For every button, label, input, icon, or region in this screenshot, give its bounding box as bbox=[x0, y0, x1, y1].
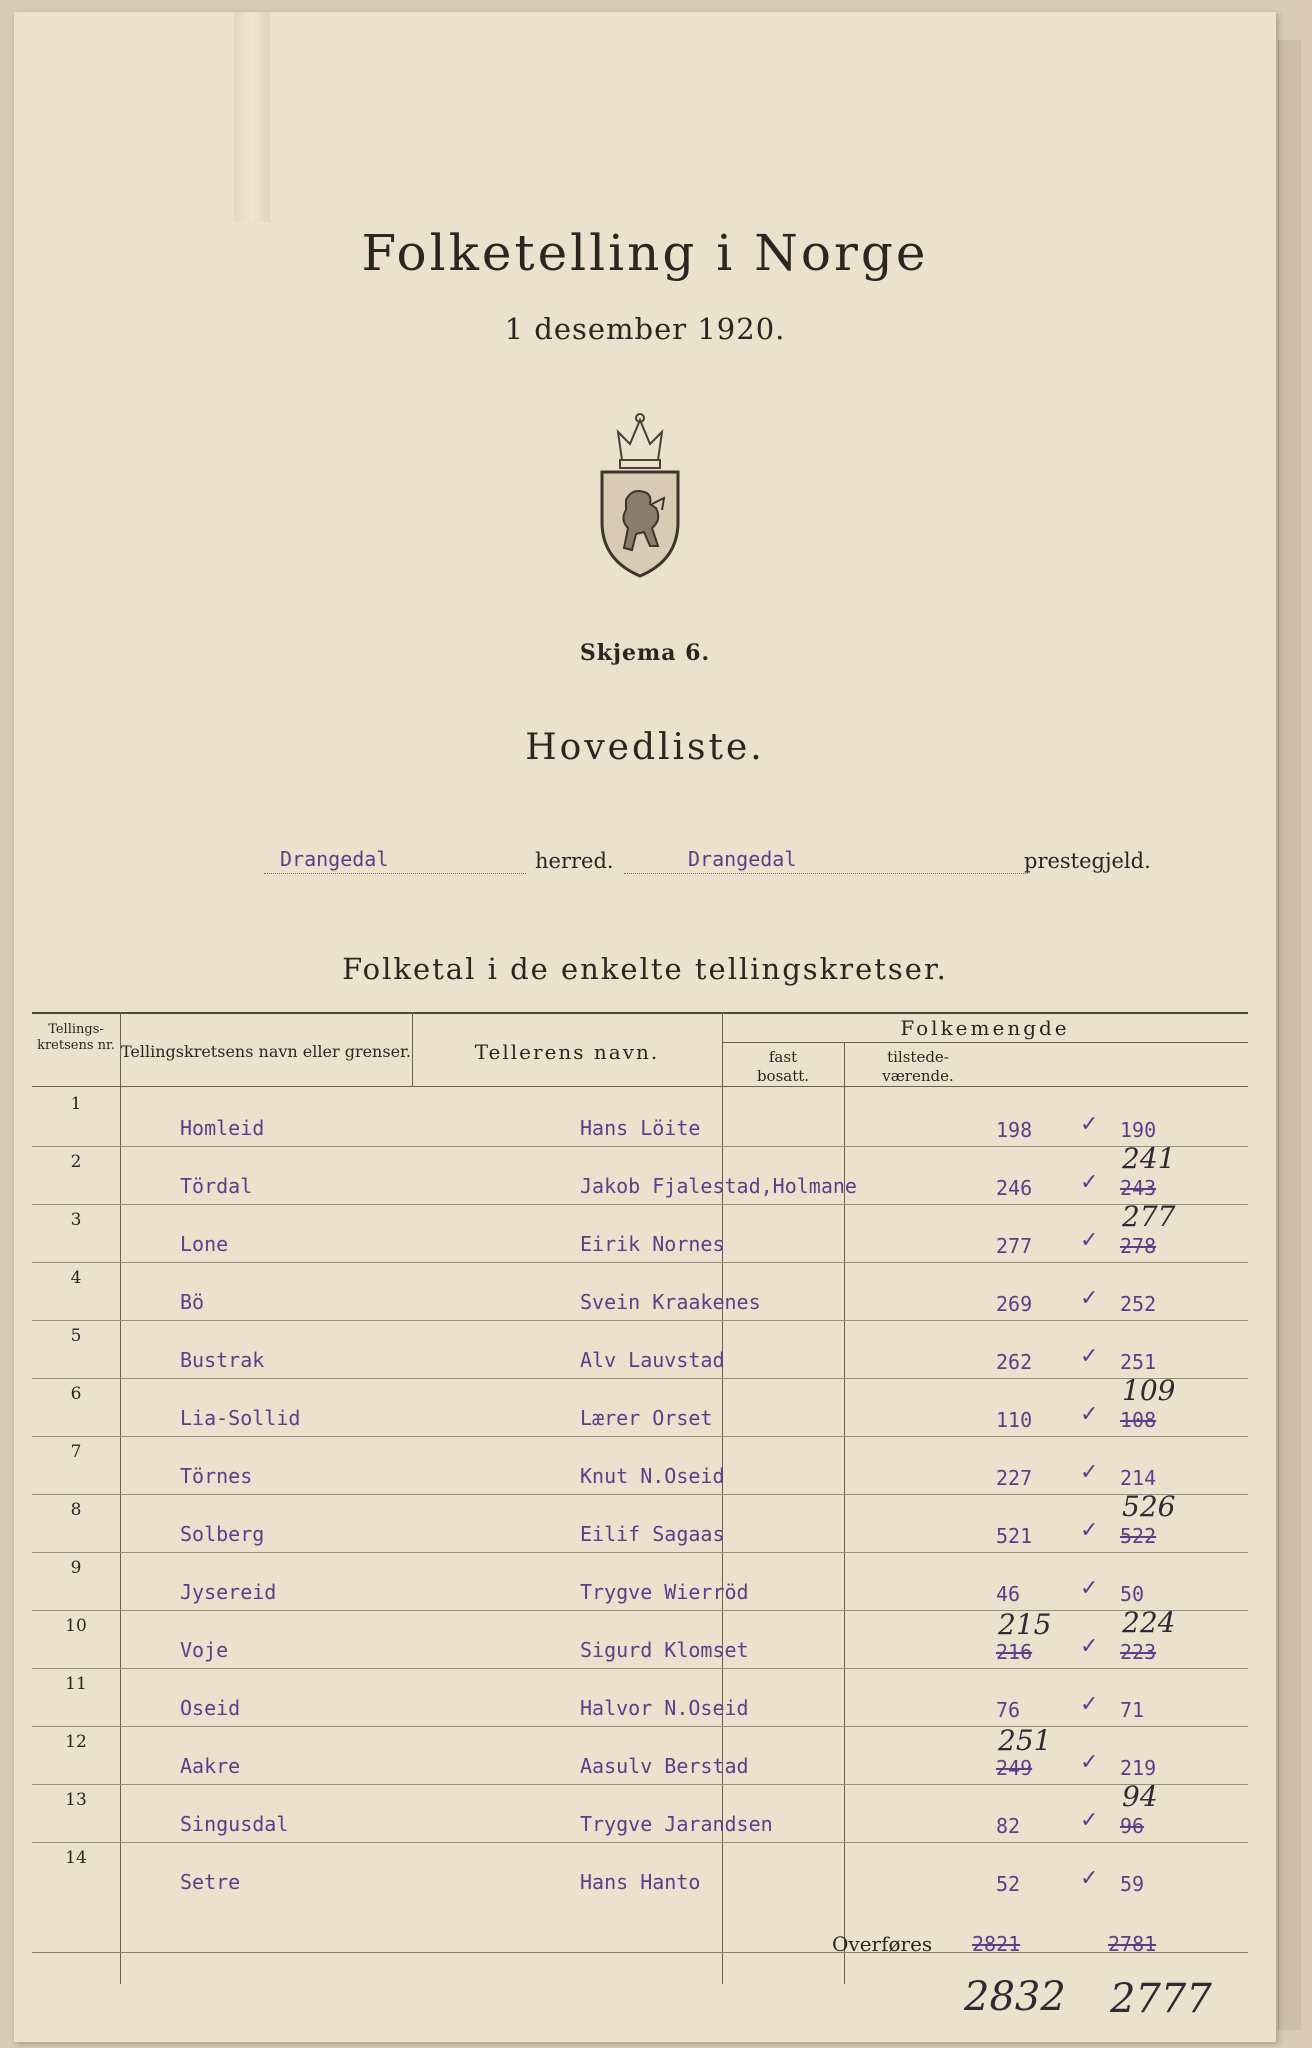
header-tilstede: tilstede-værende. bbox=[882, 1048, 954, 1085]
checkmark-icon: ✓ bbox=[1080, 1460, 1099, 1485]
checkmark-icon: ✓ bbox=[1080, 1866, 1099, 1891]
fast-value: 216 bbox=[996, 1640, 1033, 1664]
krets-name: Oseid bbox=[180, 1696, 241, 1720]
total-fast-struck: 2821 bbox=[972, 1932, 1021, 1956]
row-number: 2 bbox=[70, 1152, 82, 1172]
table-row bbox=[32, 1606, 1248, 1670]
krets-name: Solberg bbox=[180, 1522, 265, 1546]
total-fast: 2832 bbox=[964, 1974, 1066, 2020]
row-number: 11 bbox=[65, 1674, 87, 1694]
tilstede-value: 278 bbox=[1120, 1234, 1157, 1258]
prestegjeld-label: prestegjeld. bbox=[1024, 849, 1151, 873]
fast-value: 249 bbox=[996, 1756, 1033, 1780]
tilstede-value: 190 bbox=[1120, 1118, 1157, 1142]
fast-corrected: 251 bbox=[998, 1724, 1052, 1757]
row-number: 6 bbox=[70, 1384, 82, 1404]
teller-name: Trygve Wierröd bbox=[580, 1580, 749, 1604]
krets-name: Voje bbox=[180, 1638, 229, 1662]
census-date: 1 desember 1920. bbox=[504, 312, 786, 346]
table-row bbox=[32, 1200, 1248, 1264]
checkmark-icon: ✓ bbox=[1080, 1286, 1099, 1311]
teller-name: Sigurd Klomset bbox=[580, 1638, 749, 1662]
teller-name: Eilif Sagaas bbox=[580, 1522, 725, 1546]
teller-name: Svein Kraakenes bbox=[580, 1290, 761, 1314]
checkmark-icon: ✓ bbox=[1080, 1576, 1099, 1601]
row-number: 5 bbox=[70, 1326, 82, 1346]
krets-name: Aakre bbox=[180, 1754, 241, 1778]
form-title: Folketelling i Norge bbox=[361, 224, 929, 282]
teller-name: Jakob Fjalestad,Holmane bbox=[580, 1174, 857, 1198]
table-row bbox=[32, 1844, 1248, 1902]
table-row bbox=[32, 1090, 1248, 1148]
table-row bbox=[32, 1438, 1248, 1496]
tilstede-value: 251 bbox=[1120, 1350, 1157, 1374]
checkmark-icon: ✓ bbox=[1080, 1808, 1099, 1833]
row-number: 1 bbox=[70, 1094, 82, 1114]
fast-value: 82 bbox=[996, 1814, 1021, 1838]
teller-name: Eirik Nornes bbox=[580, 1232, 725, 1256]
herred-value: Drangedal bbox=[280, 847, 389, 871]
checkmark-icon: ✓ bbox=[1080, 1170, 1099, 1195]
header-fast: fast bosatt. bbox=[756, 1048, 810, 1085]
tilstede-corrected: 224 bbox=[1122, 1606, 1176, 1639]
checkmark-icon: ✓ bbox=[1080, 1344, 1099, 1369]
krets-name: Bö bbox=[180, 1290, 205, 1314]
checkmark-icon: ✓ bbox=[1080, 1750, 1099, 1775]
checkmark-icon: ✓ bbox=[1080, 1228, 1099, 1253]
herred-label: herred. bbox=[535, 849, 614, 873]
tilstede-value: 71 bbox=[1120, 1698, 1145, 1722]
fast-value: 269 bbox=[996, 1292, 1033, 1316]
teller-name: Trygve Jarandsen bbox=[580, 1812, 773, 1836]
page-fold bbox=[234, 12, 270, 222]
fast-value: 277 bbox=[996, 1234, 1033, 1258]
teller-name: Hans Hanto bbox=[580, 1870, 701, 1894]
fast-value: 76 bbox=[996, 1698, 1021, 1722]
header-teller: Tellerens navn. bbox=[474, 1040, 660, 1064]
tilstede-value: 223 bbox=[1120, 1640, 1157, 1664]
krets-name: Törnes bbox=[180, 1464, 253, 1488]
row-number: 14 bbox=[65, 1848, 87, 1868]
fast-value: 521 bbox=[996, 1524, 1033, 1548]
krets-name: Jysereid bbox=[180, 1580, 277, 1604]
header-name: Tellingskretsens navn eller grenser. bbox=[120, 1042, 412, 1061]
row-number: 3 bbox=[70, 1210, 82, 1230]
fast-corrected: 215 bbox=[998, 1608, 1052, 1641]
fast-value: 227 bbox=[996, 1466, 1033, 1490]
krets-name: Homleid bbox=[180, 1116, 265, 1140]
census-form-page bbox=[14, 12, 1276, 2042]
row-number: 10 bbox=[65, 1616, 87, 1636]
fast-value: 52 bbox=[996, 1872, 1021, 1896]
tilstede-corrected: 109 bbox=[1122, 1374, 1176, 1407]
krets-name: Singusdal bbox=[180, 1812, 289, 1836]
table-row bbox=[32, 1554, 1248, 1612]
location-line bbox=[14, 845, 1276, 885]
row-number: 7 bbox=[70, 1442, 82, 1462]
table-title: Folketal i de enkelte tellingskretser. bbox=[342, 952, 948, 986]
table-row bbox=[32, 1374, 1248, 1438]
norwegian-coat-of-arms-icon bbox=[592, 410, 688, 582]
header-folkemengde: Folkemengde bbox=[900, 1016, 1070, 1040]
krets-name: Tördal bbox=[180, 1174, 253, 1198]
tilstede-value: 243 bbox=[1120, 1176, 1157, 1200]
teller-name: Alv Lauvstad bbox=[580, 1348, 725, 1372]
checkmark-icon: ✓ bbox=[1080, 1692, 1099, 1717]
header-nr: Tellings-kretsens nr. bbox=[37, 1022, 115, 1054]
list-title: Hovedliste. bbox=[525, 727, 765, 768]
krets-name: Bustrak bbox=[180, 1348, 265, 1372]
table-row bbox=[32, 1780, 1248, 1844]
tilstede-value: 219 bbox=[1120, 1756, 1157, 1780]
fast-value: 46 bbox=[996, 1582, 1021, 1606]
fast-value: 246 bbox=[996, 1176, 1033, 1200]
table-row bbox=[32, 1142, 1248, 1206]
row-number: 12 bbox=[65, 1732, 87, 1752]
teller-name: Lærer Orset bbox=[580, 1406, 713, 1430]
tilstede-value: 214 bbox=[1120, 1466, 1157, 1490]
census-table bbox=[32, 1012, 1248, 1984]
schema-label: Skjema 6. bbox=[579, 640, 711, 666]
table-row bbox=[32, 1724, 1248, 1786]
row-number: 13 bbox=[65, 1790, 87, 1810]
fast-value: 110 bbox=[996, 1408, 1033, 1432]
teller-name: Hans Löite bbox=[580, 1116, 701, 1140]
table-row bbox=[32, 1264, 1248, 1322]
prestegjeld-value: Drangedal bbox=[688, 847, 797, 871]
tilstede-corrected: 526 bbox=[1122, 1490, 1176, 1523]
fast-value: 198 bbox=[996, 1118, 1033, 1142]
teller-name: Halvor N.Oseid bbox=[580, 1696, 749, 1720]
tilstede-value: 59 bbox=[1120, 1872, 1145, 1896]
checkmark-icon: ✓ bbox=[1080, 1402, 1099, 1427]
total-tilstede-struck: 2781 bbox=[1108, 1932, 1157, 1956]
overfores-label: Overføres bbox=[832, 1932, 933, 1956]
tilstede-value: 522 bbox=[1120, 1524, 1157, 1548]
tilstede-value: 252 bbox=[1120, 1292, 1157, 1316]
row-number: 9 bbox=[70, 1558, 82, 1578]
checkmark-icon: ✓ bbox=[1080, 1634, 1099, 1659]
checkmark-icon: ✓ bbox=[1080, 1518, 1099, 1543]
krets-name: Lone bbox=[180, 1232, 229, 1256]
table-row bbox=[32, 1490, 1248, 1554]
tilstede-value: 50 bbox=[1120, 1582, 1145, 1606]
table-row bbox=[32, 1322, 1248, 1380]
krets-name: Lia-Sollid bbox=[180, 1406, 301, 1430]
teller-name: Knut N.Oseid bbox=[580, 1464, 725, 1488]
teller-name: Aasulv Berstad bbox=[580, 1754, 749, 1778]
tilstede-corrected: 241 bbox=[1122, 1142, 1176, 1175]
tilstede-corrected: 94 bbox=[1122, 1780, 1158, 1813]
tilstede-value: 96 bbox=[1120, 1814, 1145, 1838]
krets-name: Setre bbox=[180, 1870, 241, 1894]
checkmark-icon: ✓ bbox=[1080, 1112, 1099, 1137]
fast-value: 262 bbox=[996, 1350, 1033, 1374]
total-tilstede: 2777 bbox=[1110, 1976, 1212, 2022]
table-row bbox=[32, 1670, 1248, 1728]
page-edge bbox=[1278, 40, 1301, 2030]
tilstede-value: 108 bbox=[1120, 1408, 1157, 1432]
tilstede-corrected: 277 bbox=[1122, 1200, 1176, 1233]
row-number: 4 bbox=[70, 1268, 82, 1288]
row-number: 8 bbox=[70, 1500, 82, 1520]
